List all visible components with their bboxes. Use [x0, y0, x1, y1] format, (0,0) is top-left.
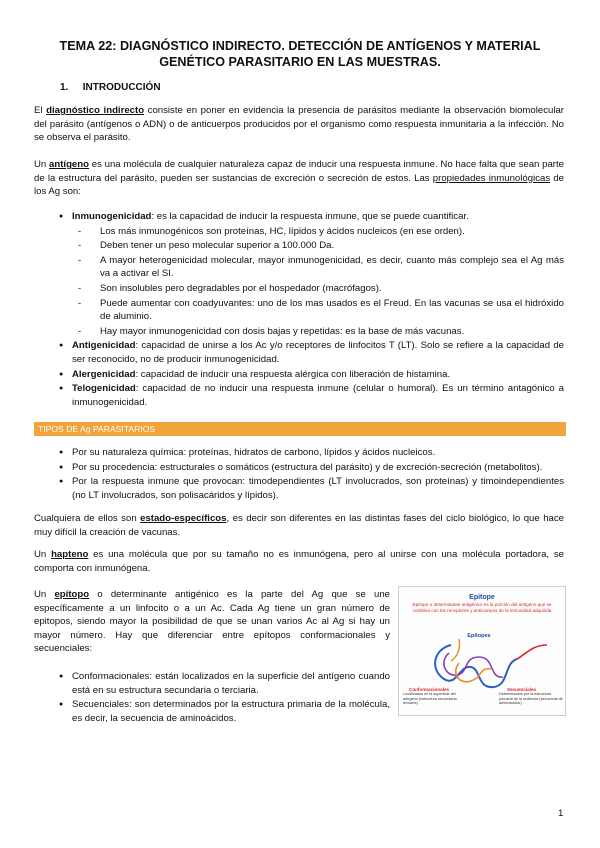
epitope-paragraph [34, 588, 390, 656]
section-number: 1. [60, 82, 69, 93]
stage-post: , es decir son diferentes en las distintas fases del ciclo biológico, lo que hace muy difícil la creación de vacunas. [34, 513, 564, 538]
property-term: Alergenicidad [72, 368, 136, 380]
sub-list-item: - A mayor heterogenicidad molecular, mayor inmunogenicidad, es decir, cuanto más complejo sea el Ag más va a activar el SI. [72, 254, 564, 281]
strand-purple [444, 653, 503, 677]
page-number: 1 [558, 808, 564, 819]
antigen-link: propiedades inmunológicas [432, 172, 551, 184]
figure-label-right-sub: Determinados por la estructura primaria de la molécula (secuencia de aminoácidos) [499, 692, 563, 706]
strand-red [517, 645, 547, 659]
strand-blue [435, 645, 517, 687]
figure-caption-wrap [407, 602, 557, 630]
stage-term: estado-específicos [140, 513, 227, 524]
epitope-figure [398, 586, 566, 716]
hapten-paragraph [34, 548, 564, 575]
property-text: : capacidad de inducir una respuesta alérgica con liberación de histamina. [135, 368, 451, 380]
hapten-pre: Un [34, 549, 52, 560]
sub-list-item: - Hay mayor inmunogenicidad con dosis bajas y repetidas: es la base de más vacunas. [72, 325, 564, 339]
list-item [60, 339, 564, 366]
hapten-post: es una molécula que por su tamaño no es inmunógena, pero al unirse con una molécula portadora, se comporta con inmunógena. [34, 549, 564, 574]
list-item: ● Por su naturaleza química: proteínas, hidratos de carbono, lípidos y ácidos nucleicos. [60, 446, 564, 460]
antigen-pre: Un [34, 159, 50, 170]
property-text: : es la capacidad de inducir la respuesta inmune, que se puede cuantificar. [151, 211, 469, 222]
section-heading [60, 82, 161, 93]
property-text: : capacidad de unirse a los Ac y/o receptores de linfocitos T (LT). Solo se refiere a la capacidad de ser reconocido, no de producir inmunogenicidad. [72, 340, 564, 365]
figure-title: Epitope [469, 594, 495, 601]
intro-term: diagnóstico indirecto [46, 105, 145, 116]
types-list [60, 446, 564, 503]
stage-paragraph [34, 512, 564, 539]
figure-caption: Epítope o determinante antigénico es la porción del antígeno que se combina con los receptores y anticuerpos de la inmunidad adquirida [412, 602, 552, 613]
intro-paragraph [34, 104, 564, 145]
figure-label-right-sub-wrap [499, 692, 563, 712]
list-item: ● Por la respuesta inmune que provocan: timodependientes (LT involucrados, son proteínas) y timoindependientes (no LT involucrados, son polisacáridos y lípidos). [60, 475, 564, 502]
epitope-post: o determinante antigénico es la parte del Ag que se une específicamente a un linfocito o a un Ac. Cada Ag tiene un gran número de epitopos, siendo mayor la posibilidad de que se unan varios Ac al Ag si hay un mayor número. Hay que diferenciar entre epítopos conformacionales y secuenciales: [34, 589, 390, 655]
epitope-diagram [399, 587, 565, 715]
list-item [60, 382, 564, 409]
antigen-paragraph [34, 158, 564, 199]
figure-label-left-sub-wrap [403, 692, 467, 712]
stage-pre: Cualquiera de ellos son [34, 513, 141, 524]
sub-list-item: - Deben tener un peso molecular superior a 100.000 Da. [72, 239, 564, 253]
property-term: Antigenicidad [72, 340, 136, 352]
list-item: ● Por su procedencia: estructurales o somáticos (estructura del parásito) y de excreción-secreción (metabolitos). [60, 461, 564, 475]
sub-list-item: - Son insolubles pero degradables por el hospedador (macrófagos). [72, 282, 564, 296]
property-term: Inmunogenicidad [72, 211, 152, 222]
epitope-pre: Un [34, 589, 55, 600]
page-title: TEMA 22: DIAGNÓSTICO INDIRECTO. DETECCIÓN DE ANTÍGENOS Y MATERIAL GENÉTICO PARASITARIO EN LAS MUESTRAS. [59, 39, 541, 69]
property-text: : capacidad de no inducir una respuesta inmune (celular o humoral). Es un término antagónico a inmunogenicidad. [72, 383, 564, 408]
property-term: Telogenicidad [72, 383, 136, 395]
sub-list-item: - Los más inmunogénicos son proteínas, HC, lípidos y ácidos nucleicos (en ese orden). [72, 225, 564, 239]
figure-label-right: Secuenciales [507, 687, 537, 692]
intro-post: consiste en poner en evidencia la presencia de parásitos mediante la observación biomolecular del parásito (antígenos o ADN) o de anticuerpos producidos por el organismo como respuesta inmunitaria a la infección. No se observa el parásito. [34, 105, 564, 144]
list-item [60, 210, 564, 338]
properties-list [60, 210, 564, 410]
hapten-term: hapteno [51, 549, 89, 560]
strand-orange-2 [451, 639, 460, 661]
figure-label-left-sub: Localizados en la superficie del antígeno (estructura secundaria, terciaria) [403, 692, 458, 706]
intro-pre: El [34, 105, 47, 116]
section-title: INTRODUCCIÓN [82, 82, 161, 93]
list-item: ● Secuenciales: son determinados por la estructura primaria de la molécula, es decir, la secuencia de aminoácidos. [60, 698, 390, 725]
figure-label-left: Conformacionales [409, 687, 450, 692]
antigen-term: antígeno [49, 159, 89, 170]
types-banner: TIPOS DE Ag PARASITARIOS [34, 422, 566, 436]
antigen-post: de los Ag son: [34, 172, 564, 198]
epitope-term: epítopo [54, 589, 90, 600]
sub-list-item: - Puede aumentar con coadyuvantes: uno de los mas usados es el Freud. En las vacunas se usa el hidróxido de aluminio. [72, 297, 564, 324]
list-item: ● Conformacionales: están localizados en la superficie del antígeno cuando está en su estructura secundaria o terciaria. [60, 670, 390, 697]
immunogenicity-sublist [72, 225, 564, 339]
figure-label-center: Epítopes [467, 633, 491, 639]
epitope-types-list [60, 670, 390, 726]
antigen-mid: es una molécula de cualquier naturaleza capaz de inducir una respuesta inmune. No hace falta que sean parte de la estructura del parásito, pueden ser sustancias de excreción o secreción de estos. Las [34, 159, 564, 184]
list-item [60, 368, 564, 382]
